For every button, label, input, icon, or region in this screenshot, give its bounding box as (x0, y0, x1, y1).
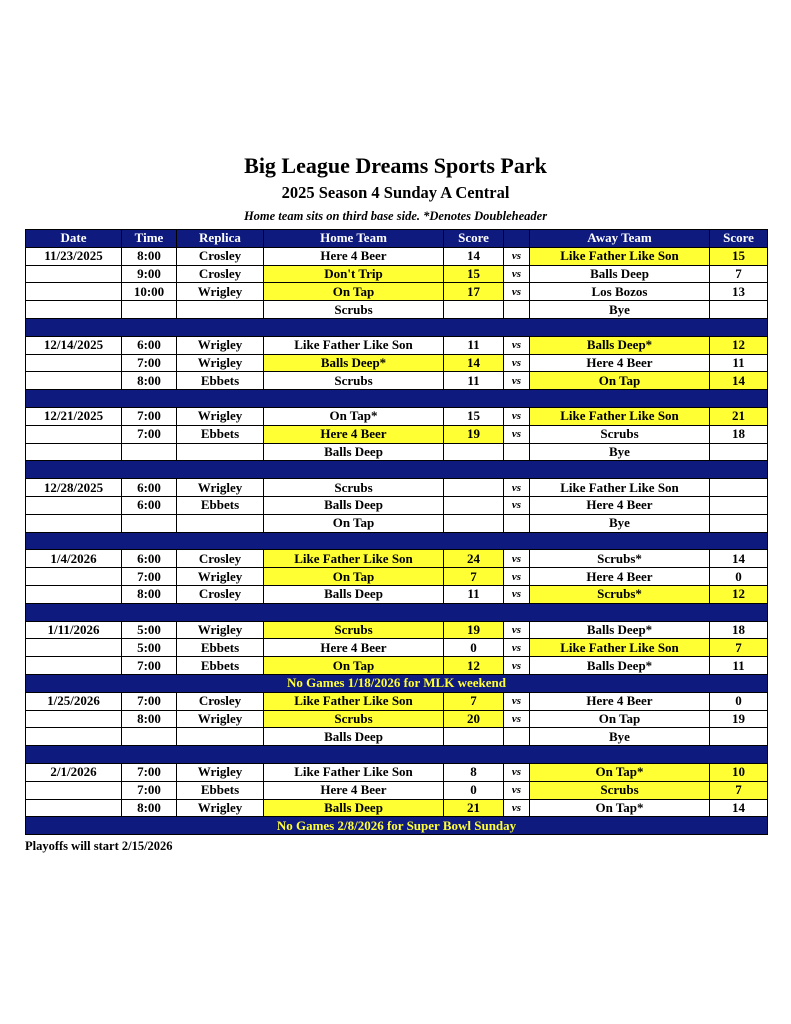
date-cell (26, 728, 122, 746)
game-row (26, 657, 768, 675)
away-score-cell: 12 (710, 585, 768, 603)
game-row (26, 568, 768, 586)
away-team-cell: Balls Deep* (530, 336, 710, 354)
time-cell: 7:00 (122, 568, 177, 586)
week-separator (26, 461, 768, 479)
vs-cell: vs (504, 799, 530, 817)
away-team-cell: On Tap* (530, 799, 710, 817)
time-cell: 10:00 (122, 283, 177, 301)
date-cell (26, 496, 122, 514)
replica-cell (177, 443, 264, 461)
away-score-cell: 0 (710, 568, 768, 586)
replica-cell: Ebbets (177, 372, 264, 390)
away-score-cell: 7 (710, 265, 768, 283)
time-cell (122, 443, 177, 461)
time-cell (122, 728, 177, 746)
vs-cell: vs (504, 621, 530, 639)
away-team-cell: Bye (530, 301, 710, 319)
week-separator-row (26, 532, 768, 550)
date-cell (26, 354, 122, 372)
vs-cell: vs (504, 692, 530, 710)
date-cell: 1/11/2026 (26, 621, 122, 639)
replica-cell (177, 301, 264, 319)
game-row (26, 710, 768, 728)
away-score-cell: 15 (710, 247, 768, 265)
home-team-cell: Here 4 Beer (264, 639, 444, 657)
schedule-body (26, 247, 768, 834)
away-team-cell: Scrubs (530, 425, 710, 443)
home-team-cell: On Tap (264, 657, 444, 675)
week-separator-row (26, 603, 768, 621)
date-cell (26, 514, 122, 532)
header-home-score: Score (444, 230, 504, 248)
home-score-cell: 19 (444, 621, 504, 639)
time-cell: 7:00 (122, 407, 177, 425)
away-team-cell: On Tap (530, 710, 710, 728)
replica-cell (177, 728, 264, 746)
away-score-cell: 10 (710, 763, 768, 781)
week-separator-row (26, 318, 768, 336)
away-score-cell: 12 (710, 336, 768, 354)
game-row (26, 514, 768, 532)
home-team-cell: Balls Deep (264, 585, 444, 603)
replica-cell: Crosley (177, 550, 264, 568)
time-cell: 7:00 (122, 692, 177, 710)
home-score-cell: 0 (444, 639, 504, 657)
vs-cell: vs (504, 479, 530, 497)
vs-cell (504, 443, 530, 461)
replica-cell: Wrigley (177, 799, 264, 817)
page-subtitle: 2025 Season 4 Sunday A Central (281, 183, 510, 202)
replica-cell: Ebbets (177, 781, 264, 799)
no-games-banner: No Games 1/18/2026 for MLK weekend (26, 674, 768, 692)
week-separator (26, 746, 768, 764)
vs-cell: vs (504, 283, 530, 301)
header-row (26, 230, 768, 248)
game-row (26, 265, 768, 283)
time-cell: 7:00 (122, 425, 177, 443)
home-score-cell (444, 301, 504, 319)
time-cell: 7:00 (122, 763, 177, 781)
away-team-cell: Bye (530, 728, 710, 746)
replica-cell: Wrigley (177, 710, 264, 728)
away-team-cell: Balls Deep (530, 265, 710, 283)
home-score-cell: 12 (444, 657, 504, 675)
home-team-cell: On Tap* (264, 407, 444, 425)
home-team-cell: Don't Trip (264, 265, 444, 283)
week-separator-row (26, 461, 768, 479)
header-away-score: Score (710, 230, 768, 248)
date-cell (26, 265, 122, 283)
time-cell: 6:00 (122, 479, 177, 497)
home-team-cell: Scrubs (264, 621, 444, 639)
away-score-cell: 11 (710, 354, 768, 372)
away-team-cell: Bye (530, 443, 710, 461)
header-replica: Replica (177, 230, 264, 248)
time-cell: 7:00 (122, 781, 177, 799)
time-cell: 6:00 (122, 550, 177, 568)
replica-cell (177, 514, 264, 532)
home-score-cell (444, 443, 504, 461)
away-score-cell: 21 (710, 407, 768, 425)
date-cell (26, 443, 122, 461)
vs-cell: vs (504, 657, 530, 675)
date-cell (26, 585, 122, 603)
schedule-table (25, 229, 768, 835)
away-team-cell: Here 4 Beer (530, 354, 710, 372)
vs-cell: vs (504, 568, 530, 586)
time-cell: 8:00 (122, 372, 177, 390)
vs-cell: vs (504, 247, 530, 265)
away-team-cell: Los Bozos (530, 283, 710, 301)
game-row (26, 443, 768, 461)
home-team-cell: Here 4 Beer (264, 781, 444, 799)
no-games-banner-row (26, 817, 768, 835)
home-score-cell: 8 (444, 763, 504, 781)
home-score-cell: 7 (444, 568, 504, 586)
game-row (26, 621, 768, 639)
week-separator (26, 390, 768, 408)
home-score-cell: 17 (444, 283, 504, 301)
time-cell (122, 301, 177, 319)
date-cell (26, 710, 122, 728)
vs-cell: vs (504, 763, 530, 781)
date-cell (26, 372, 122, 390)
vs-cell (504, 728, 530, 746)
game-row (26, 301, 768, 319)
home-team-cell: On Tap (264, 514, 444, 532)
date-cell: 12/28/2025 (26, 479, 122, 497)
header-home-team: Home Team (264, 230, 444, 248)
page-title: Big League Dreams Sports Park (244, 153, 547, 178)
date-cell (26, 568, 122, 586)
vs-cell: vs (504, 639, 530, 657)
away-score-cell (710, 514, 768, 532)
time-cell: 7:00 (122, 657, 177, 675)
date-cell (26, 425, 122, 443)
replica-cell: Crosley (177, 265, 264, 283)
away-score-cell: 14 (710, 372, 768, 390)
game-row (26, 550, 768, 568)
away-team-cell: Here 4 Beer (530, 692, 710, 710)
game-row (26, 728, 768, 746)
time-cell: 8:00 (122, 585, 177, 603)
game-row (26, 407, 768, 425)
home-score-cell: 20 (444, 710, 504, 728)
home-team-cell: Here 4 Beer (264, 425, 444, 443)
home-team-cell: Balls Deep (264, 799, 444, 817)
date-cell: 12/14/2025 (26, 336, 122, 354)
away-team-cell: Balls Deep* (530, 657, 710, 675)
vs-cell: vs (504, 372, 530, 390)
away-team-cell: On Tap* (530, 763, 710, 781)
home-team-cell: Like Father Like Son (264, 692, 444, 710)
game-row (26, 336, 768, 354)
week-separator (26, 532, 768, 550)
header-time: Time (122, 230, 177, 248)
away-team-cell: Like Father Like Son (530, 247, 710, 265)
home-score-cell: 11 (444, 585, 504, 603)
time-cell: 5:00 (122, 639, 177, 657)
away-team-cell: Scrubs* (530, 585, 710, 603)
date-cell (26, 799, 122, 817)
home-score-cell: 11 (444, 372, 504, 390)
home-team-cell: Like Father Like Son (264, 763, 444, 781)
vs-cell: vs (504, 781, 530, 799)
replica-cell: Wrigley (177, 621, 264, 639)
away-team-cell: On Tap (530, 372, 710, 390)
game-row (26, 781, 768, 799)
vs-cell: vs (504, 354, 530, 372)
away-score-cell (710, 443, 768, 461)
game-row (26, 247, 768, 265)
replica-cell: Crosley (177, 585, 264, 603)
time-cell: 8:00 (122, 799, 177, 817)
home-score-cell: 19 (444, 425, 504, 443)
vs-cell: vs (504, 550, 530, 568)
week-separator-row (26, 746, 768, 764)
week-separator (26, 603, 768, 621)
away-team-cell: Like Father Like Son (530, 479, 710, 497)
vs-cell (504, 514, 530, 532)
time-cell: 6:00 (122, 336, 177, 354)
away-score-cell: 7 (710, 639, 768, 657)
home-team-cell: Balls Deep* (264, 354, 444, 372)
game-row (26, 425, 768, 443)
no-games-banner: No Games 2/8/2026 for Super Bowl Sunday (26, 817, 768, 835)
date-cell (26, 639, 122, 657)
time-cell: 6:00 (122, 496, 177, 514)
replica-cell: Ebbets (177, 639, 264, 657)
home-team-cell: Like Father Like Son (264, 336, 444, 354)
replica-cell: Crosley (177, 692, 264, 710)
away-score-cell: 7 (710, 781, 768, 799)
week-separator-row (26, 390, 768, 408)
replica-cell: Wrigley (177, 336, 264, 354)
home-score-cell (444, 479, 504, 497)
no-games-banner-row (26, 674, 768, 692)
home-score-cell: 15 (444, 265, 504, 283)
vs-cell: vs (504, 265, 530, 283)
home-team-cell: Like Father Like Son (264, 550, 444, 568)
playoffs-note: Playoffs will start 2/15/2026 (25, 839, 173, 853)
home-score-cell: 15 (444, 407, 504, 425)
date-cell (26, 657, 122, 675)
date-cell: 1/4/2026 (26, 550, 122, 568)
away-score-cell: 19 (710, 710, 768, 728)
away-score-cell: 14 (710, 799, 768, 817)
time-cell: 8:00 (122, 710, 177, 728)
away-score-cell: 18 (710, 621, 768, 639)
time-cell (122, 514, 177, 532)
header-vs (504, 230, 530, 248)
away-score-cell: 0 (710, 692, 768, 710)
away-score-cell (710, 479, 768, 497)
date-cell (26, 781, 122, 799)
away-team-cell: Scrubs (530, 781, 710, 799)
week-separator (26, 318, 768, 336)
time-cell: 8:00 (122, 247, 177, 265)
vs-cell: vs (504, 585, 530, 603)
replica-cell: Wrigley (177, 763, 264, 781)
home-team-cell: Balls Deep (264, 443, 444, 461)
away-team-cell: Bye (530, 514, 710, 532)
time-cell: 9:00 (122, 265, 177, 283)
game-row (26, 496, 768, 514)
replica-cell: Wrigley (177, 568, 264, 586)
away-team-cell: Like Father Like Son (530, 407, 710, 425)
home-team-cell: On Tap (264, 283, 444, 301)
game-row (26, 372, 768, 390)
home-team-cell: Scrubs (264, 479, 444, 497)
home-score-cell (444, 496, 504, 514)
game-row (26, 799, 768, 817)
game-row (26, 283, 768, 301)
game-row (26, 639, 768, 657)
replica-cell: Wrigley (177, 354, 264, 372)
time-cell: 5:00 (122, 621, 177, 639)
home-score-cell: 14 (444, 354, 504, 372)
away-score-cell (710, 496, 768, 514)
replica-cell: Ebbets (177, 425, 264, 443)
home-team-cell: Here 4 Beer (264, 247, 444, 265)
game-row (26, 354, 768, 372)
date-cell: 12/21/2025 (26, 407, 122, 425)
game-row (26, 585, 768, 603)
away-score-cell (710, 301, 768, 319)
game-row (26, 763, 768, 781)
home-score-cell (444, 514, 504, 532)
home-team-cell: Scrubs (264, 301, 444, 319)
away-team-cell: Scrubs* (530, 550, 710, 568)
away-score-cell: 13 (710, 283, 768, 301)
date-cell: 11/23/2025 (26, 247, 122, 265)
game-row (26, 479, 768, 497)
home-score-cell: 14 (444, 247, 504, 265)
vs-cell: vs (504, 336, 530, 354)
replica-cell: Ebbets (177, 496, 264, 514)
home-score-cell: 21 (444, 799, 504, 817)
vs-cell (504, 301, 530, 319)
header-away-team: Away Team (530, 230, 710, 248)
home-team-cell: On Tap (264, 568, 444, 586)
date-cell (26, 301, 122, 319)
home-team-cell: Scrubs (264, 710, 444, 728)
away-score-cell: 14 (710, 550, 768, 568)
home-team-cell: Balls Deep (264, 496, 444, 514)
vs-cell: vs (504, 710, 530, 728)
replica-cell: Wrigley (177, 283, 264, 301)
away-team-cell: Here 4 Beer (530, 496, 710, 514)
vs-cell: vs (504, 425, 530, 443)
doubleheader-note: Home team sits on third base side. *Denotes Doubleheader (243, 209, 548, 223)
home-score-cell: 24 (444, 550, 504, 568)
replica-cell: Wrigley (177, 479, 264, 497)
away-team-cell: Here 4 Beer (530, 568, 710, 586)
away-score-cell: 11 (710, 657, 768, 675)
home-score-cell (444, 728, 504, 746)
home-team-cell: Scrubs (264, 372, 444, 390)
home-score-cell: 7 (444, 692, 504, 710)
away-score-cell: 18 (710, 425, 768, 443)
home-team-cell: Balls Deep (264, 728, 444, 746)
away-team-cell: Like Father Like Son (530, 639, 710, 657)
replica-cell: Ebbets (177, 657, 264, 675)
game-row (26, 692, 768, 710)
vs-cell: vs (504, 496, 530, 514)
date-cell: 2/1/2026 (26, 763, 122, 781)
header-date: Date (26, 230, 122, 248)
away-team-cell: Balls Deep* (530, 621, 710, 639)
home-score-cell: 11 (444, 336, 504, 354)
time-cell: 7:00 (122, 354, 177, 372)
away-score-cell (710, 728, 768, 746)
date-cell: 1/25/2026 (26, 692, 122, 710)
vs-cell: vs (504, 407, 530, 425)
replica-cell: Wrigley (177, 407, 264, 425)
replica-cell: Crosley (177, 247, 264, 265)
date-cell (26, 283, 122, 301)
home-score-cell: 0 (444, 781, 504, 799)
